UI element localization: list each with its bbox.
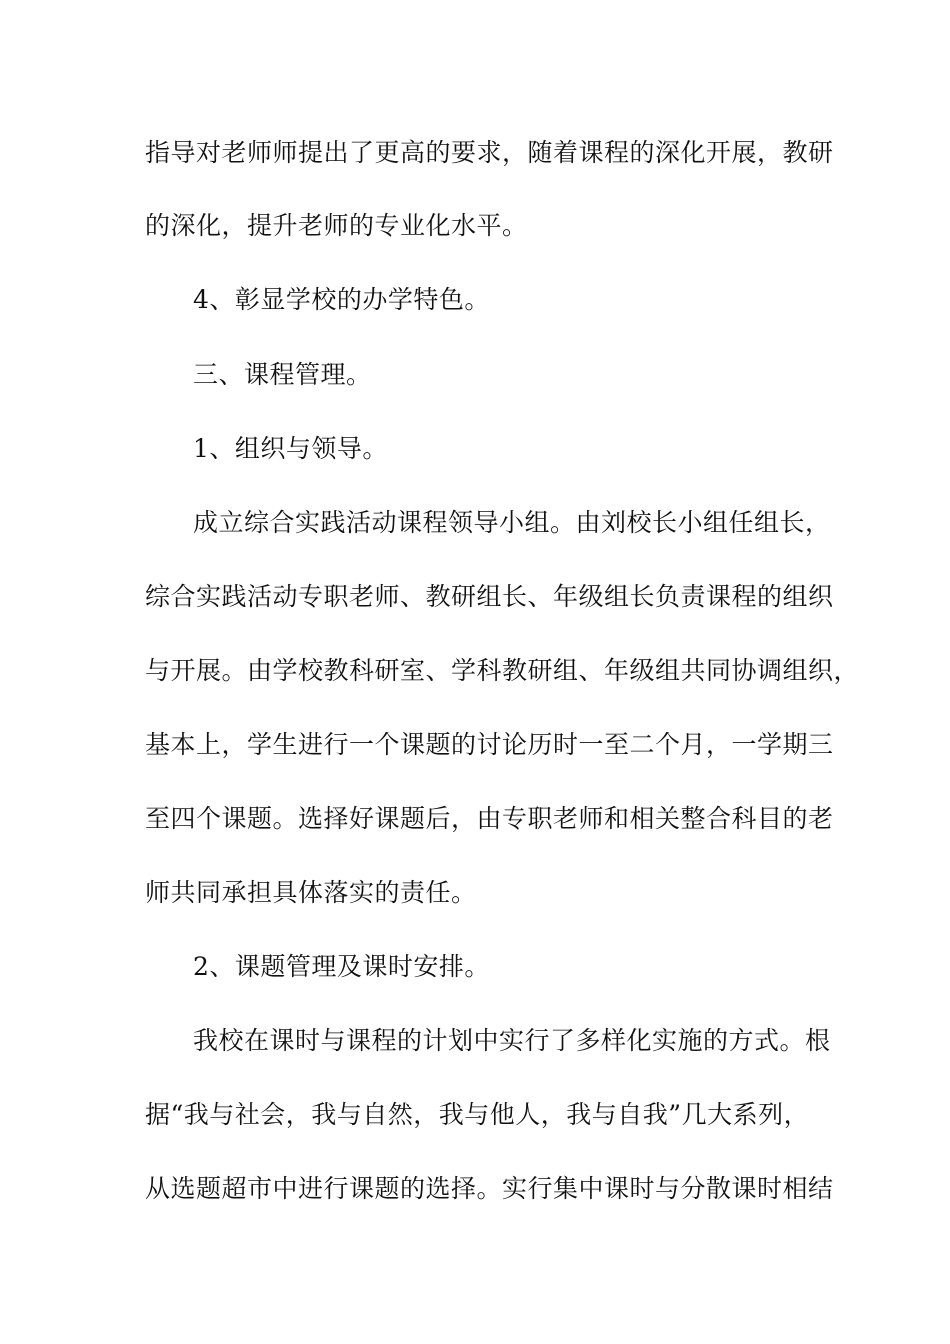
text-line: 指导对老师师提出了更高的要求，随着课程的深化开展，教研: [145, 138, 834, 167]
text-line: 至四个课题。选择好课题后，由专职老师和相关整合科目的老: [145, 804, 834, 833]
section-heading: 三、课程管理。: [193, 360, 372, 389]
text-line: 4、彰显学校的办学特色。: [193, 285, 490, 314]
text-line: 与开展。由学校教科研室、学科教研组、年级组共同协调组织，: [145, 656, 860, 685]
text-line: 成立综合实践活动课程领导小组。由刘校长小组任组长，: [193, 508, 831, 537]
subsection-heading: 1、组织与领导。: [193, 434, 388, 463]
text-line: 综合实践活动专职老师、教研组长、年级组长负责课程的组织: [145, 582, 834, 611]
text-line: 的深化，提升老师的专业化水平。: [145, 211, 528, 240]
text-line: 师共同承担具体落实的责任。: [145, 878, 477, 907]
text-line: 我校在课时与课程的计划中实行了多样化实施的方式。根: [193, 1026, 831, 1055]
text-line: 基本上，学生进行一个课题的讨论历时一至二个月，一学期三: [145, 730, 834, 759]
subsection-heading: 2、课题管理及课时安排。: [193, 952, 490, 981]
text-line: 从选题超市中进行课题的选择。实行集中课时与分散课时相结: [145, 1174, 834, 1203]
text-line: 据“我与社会，我与自然，我与他人，我与自我”几大系列，: [145, 1100, 810, 1129]
